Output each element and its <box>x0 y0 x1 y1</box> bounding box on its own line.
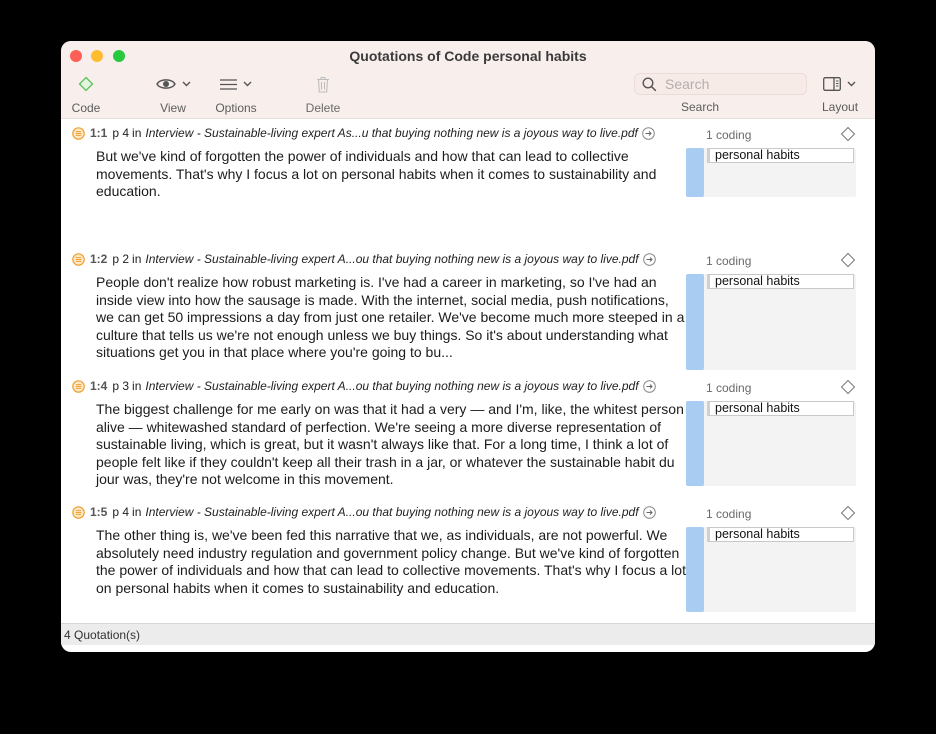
coding-margin <box>686 527 856 612</box>
go-to-document-icon[interactable] <box>643 253 656 266</box>
quotation-row[interactable] <box>61 498 875 624</box>
layout-menu-button[interactable] <box>823 73 863 95</box>
go-to-document-icon[interactable] <box>643 506 656 519</box>
delete-label: Delete <box>305 101 341 115</box>
coding-count: 1 coding <box>706 507 752 521</box>
quotation-header <box>72 505 656 519</box>
quotation-text: The other thing is, we've been fed this narrative that we, as individuals, are not powerful. We absolutely need industry regulation and government policy change. But we've kind of forgotten the power of individuals and how that can lead to collective movements. That's why I focus a lot on personal habits when it comes to sustainability and education. <box>96 527 686 596</box>
add-code-diamond-icon[interactable] <box>840 252 856 268</box>
quotation-icon <box>72 127 85 140</box>
document-name: Interview - Sustainable-living expert A...ou that buying nothing new is a joyous way to live.pdf <box>145 379 639 393</box>
search-icon <box>642 77 657 92</box>
quotation-row[interactable] <box>61 372 875 498</box>
code-button[interactable] <box>69 73 103 115</box>
coding-margin <box>686 274 856 370</box>
quotation-page: p 4 <box>112 126 130 140</box>
quotation-id: 1:1 <box>90 126 108 140</box>
document-name: Interview - Sustainable-living expert As...u that buying nothing new is a joyous way to live.pdf <box>145 126 638 140</box>
search-label: Search <box>681 100 720 114</box>
coding-bar[interactable] <box>686 274 704 370</box>
code-label: Code <box>71 101 101 115</box>
list-lines-icon <box>220 79 237 90</box>
quotations-window <box>61 41 875 652</box>
quotation-id: 1:2 <box>90 252 108 266</box>
quotation-row[interactable] <box>61 119 875 245</box>
quotation-icon <box>72 506 85 519</box>
view-label: View <box>160 101 186 115</box>
quotation-page: p 4 <box>112 505 130 519</box>
coding-count: 1 coding <box>706 381 752 395</box>
document-name: Interview - Sustainable-living expert A...ou that buying nothing new is a joyous way to live.pdf <box>145 505 639 519</box>
in-label: in <box>132 252 142 266</box>
go-to-document-icon[interactable] <box>643 380 656 393</box>
add-code-diamond-icon[interactable] <box>840 379 856 395</box>
quotation-header <box>72 252 656 266</box>
code-tag[interactable]: personal habits <box>707 274 854 289</box>
chevron-down-icon <box>182 81 191 87</box>
quotation-icon <box>72 253 85 266</box>
in-label: in <box>132 379 142 393</box>
eye-icon <box>156 77 176 91</box>
status-bar <box>61 623 875 645</box>
window-title: Quotations of Code personal habits <box>349 48 587 64</box>
chevron-down-icon <box>243 81 252 87</box>
add-code-diamond-icon[interactable] <box>840 126 856 142</box>
delete-button[interactable] <box>303 73 343 115</box>
coding-bar[interactable] <box>686 148 704 197</box>
quotation-id: 1:4 <box>90 379 108 393</box>
quotation-icon <box>72 380 85 393</box>
coding-bar[interactable] <box>686 527 704 612</box>
coding-margin <box>686 401 856 486</box>
quotation-count: 4 Quotation(s) <box>64 628 141 642</box>
chevron-down-icon <box>847 81 856 87</box>
coding-margin <box>686 148 856 197</box>
layout-label: Layout <box>822 100 859 114</box>
add-code-diamond-icon[interactable] <box>840 505 856 521</box>
go-to-document-icon[interactable] <box>642 127 655 140</box>
quotation-header <box>72 379 656 393</box>
quotation-id: 1:5 <box>90 505 108 519</box>
quotation-page: p 2 <box>112 252 130 266</box>
code-tag[interactable]: personal habits <box>707 148 854 163</box>
quotation-text: But we've kind of forgotten the power of individuals and how that can lead to collective movements. That's why I focus a lot on personal habits when it comes to sustainability and education. <box>96 148 657 199</box>
sidebar-layout-icon <box>823 77 841 91</box>
quotation-header <box>72 126 655 140</box>
code-tag[interactable]: personal habits <box>707 401 854 416</box>
titlebar <box>61 41 875 119</box>
search-field[interactable] <box>634 73 807 95</box>
quotation-row[interactable] <box>61 245 875 371</box>
quotation-text: People don't realize how robust marketing is. I've had a career in marketing, so I've had an inside view into how the sausage is made. With the internet, social media, push notifications, we can get 50 impressions a day from just one retailer. We've become much more steeped in a culture that tells us we're not enough unless we buy things. So it's about understanding what situations get you in that place where you're going to bu... <box>96 274 685 360</box>
coding-count: 1 coding <box>706 254 752 268</box>
quotation-text: The biggest challenge for me early on was that it had a very — and I'm, like, the whitest person alive — whitewashed standard of perfection. We're seeing a more diverse representation of sustainable living, which is great, but it wasn't always like that. For a long time, I think a lot of people felt like if they couldn't keep all their trash in a jar, or whatever the sustainable habit du jour was, they're not welcome in this movement. <box>96 401 684 487</box>
document-name: Interview - Sustainable-living expert A...ou that buying nothing new is a joyous way to live.pdf <box>145 252 639 266</box>
search-input[interactable] <box>663 75 797 93</box>
quotation-page: p 3 <box>112 379 130 393</box>
in-label: in <box>132 505 142 519</box>
quotation-list <box>61 119 875 623</box>
in-label: in <box>132 126 142 140</box>
code-tag[interactable]: personal habits <box>707 527 854 542</box>
coding-count: 1 coding <box>706 128 752 142</box>
trash-icon <box>316 76 330 93</box>
view-menu-button[interactable] <box>153 73 193 115</box>
code-diamond-icon <box>78 76 94 92</box>
coding-bar[interactable] <box>686 401 704 486</box>
options-label: Options <box>215 101 257 115</box>
options-menu-button[interactable] <box>211 73 261 115</box>
